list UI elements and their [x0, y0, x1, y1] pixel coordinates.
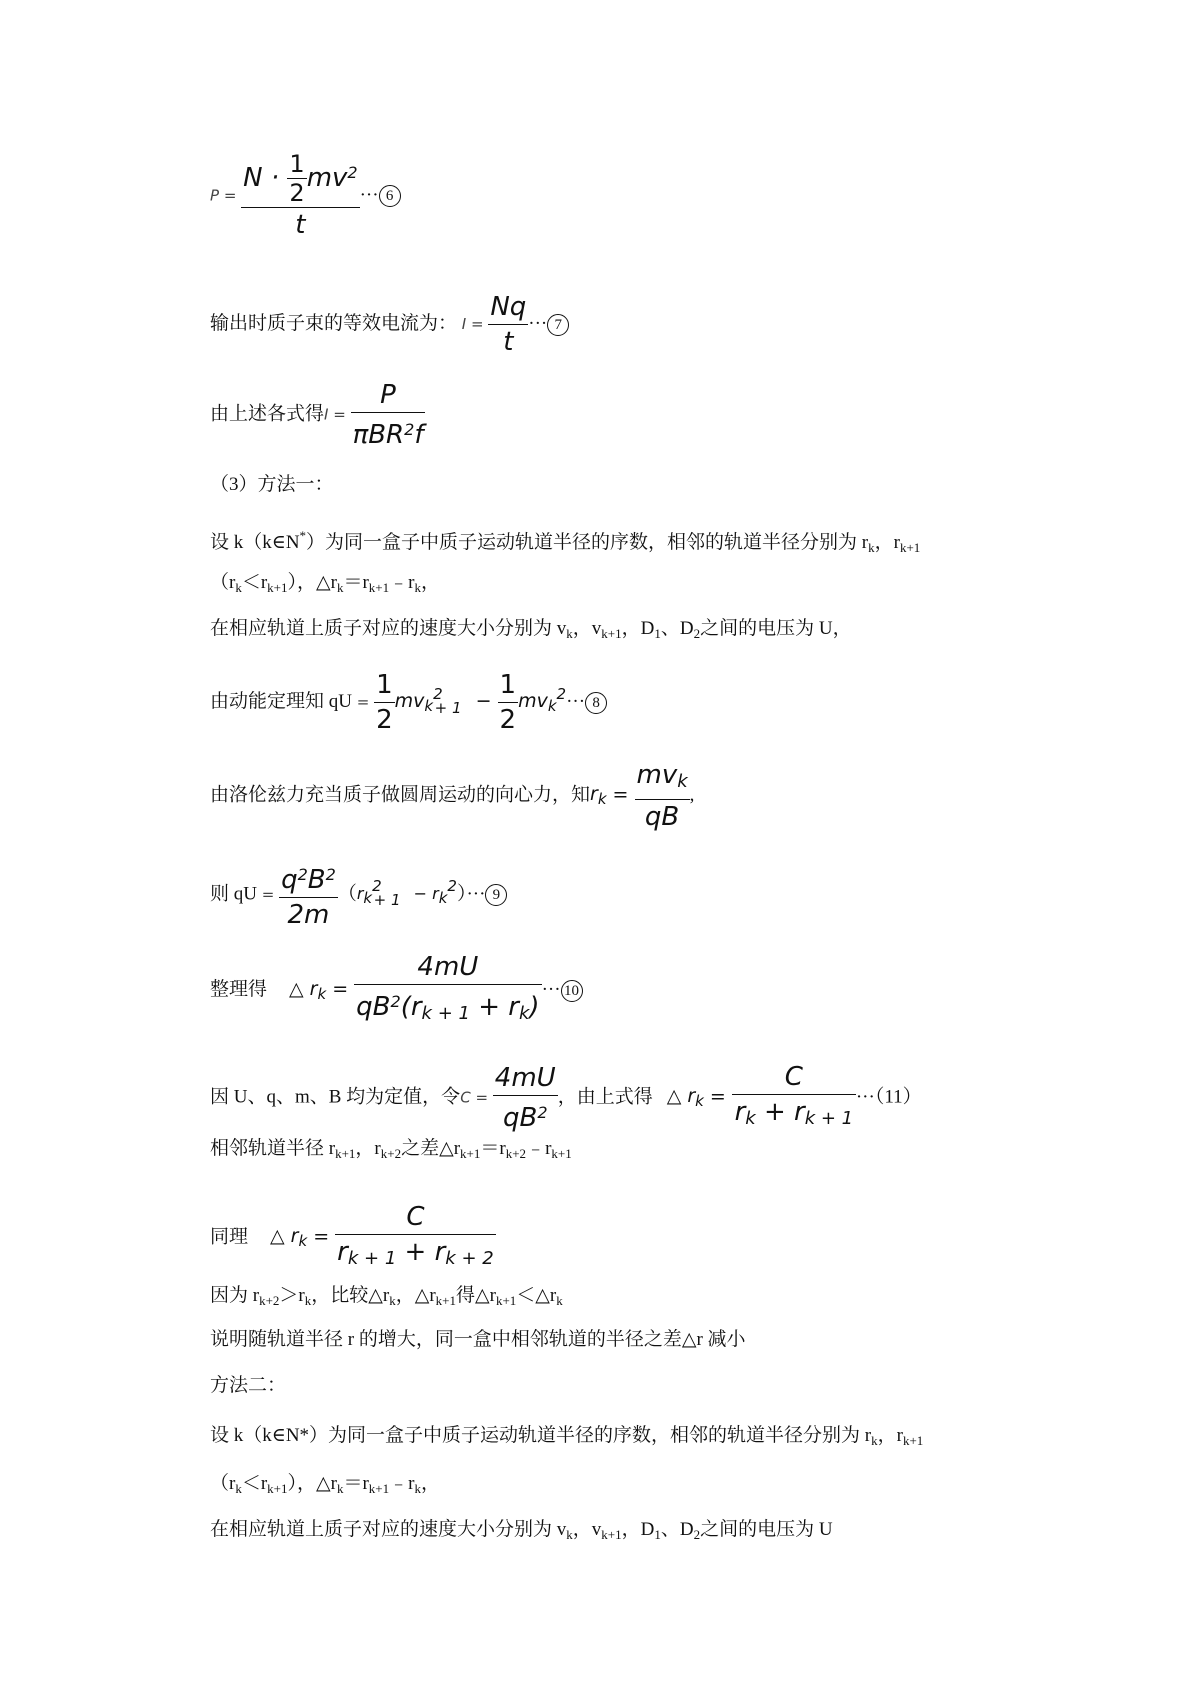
fraction-power: N · $\frac{1}{2}$ $mv^2$ t [243, 150, 358, 240]
text-line: 设 k（k∈N*）为同一盒子中质子运动轨道半径的序数，相邻的轨道半径分别为 $r_k$，$r_{k+1}$ [210, 1425, 924, 1448]
text-line: 设 k（k∈N*）为同一盒子中质子运动轨道半径的序数，相邻的轨道半径分别为 $r_k$，$r_{k+1}$ [210, 528, 921, 555]
text-line: 在相应轨道上质子对应的速度大小分别为 $v_k$，$v_{k+1}$，$D_1$、$D_2$之间的电压为 U [210, 1519, 833, 1542]
text-line: 因为 $r_{k+2}>r_k$，比较$\triangle r_k$，$\triangle r_{k+1}$得$\triangle r_{k+1}<\triangle r_k$ [210, 1285, 563, 1308]
text-line: 同理 △ $r_k$ = $\frac{C}{r_{k + 1} + r_{k + 2}}$ [210, 1202, 494, 1269]
formula-power: P = N · $\frac{1}{2}$ $mv^2$ t ··· 6 [210, 150, 401, 242]
text-line: 由动能定理知 qU = $\frac{1}{2}$ $mv_k^2_{+ 1}$ − $\frac{1}{2}$ $mv_k^2\cdot\cdot\cdot 8$ [210, 668, 607, 737]
text-line: （3）方法一： [210, 474, 334, 495]
text-line: 输出时质子束的等效电流为： I = $\frac{Nq}{t}$ ··· 7 [210, 290, 569, 359]
text-line: $(r_k<r_{k+1})$，$\triangle r_k=r_{k+1}﹣r_k$， [210, 1473, 440, 1496]
text-line: 则 qU = $\frac{q^2B^2}{2m}$ $(r_k2+ 1 - r_k^2)\cdot\cdot\cdot 9$ [210, 858, 507, 932]
fraction-result: $\frac{P}{\pi BR^2f}$ [352, 380, 424, 450]
text-line: 说明随轨道半径 r 的增大，同一盒中相邻轨道的半径之差△r 减小 [210, 1329, 746, 1350]
text-line: 相邻轨道半径 $r_{k+1}$，$r_{k+2}$之差$\triangle r_{k+1}=r_{k+2}﹣r_{k+1}$ [210, 1138, 572, 1161]
text-line: 在相应轨道上质子对应的速度大小分别为 $v_k$，$v_{k+1}$，$D_1$、$D_2$之间的电压为 U， [210, 618, 852, 641]
circled-number: 9 [485, 884, 507, 906]
text-line: 整理得 △ $r_k$ = $\frac{4mU}{qB^2(r_{k + 1} + r_k)}$ ··· 10 [210, 950, 583, 1031]
circled-number: 8 [585, 692, 607, 714]
circled-number: 10 [561, 980, 583, 1002]
text-line: 由上述各式得I = $\frac{P}{\pi BR^2f}$ [210, 380, 424, 450]
text-line: 方法二： [210, 1375, 287, 1396]
fraction-current: $\frac{Nq}{t}$ [490, 292, 527, 357]
text-line: 因 U、q、m、B 均为定值，令C = $\frac{4mU}{qB^2}$ ，由上式得 △ $r_k$ = $\frac{C}{r_k + r_{k + 1}}$ ···（11） [210, 1062, 922, 1133]
circled-number: 6 [379, 185, 401, 207]
text-line: $(r_k<r_{k+1})$，$\triangle r_k=r_{k+1}﹣r_k$， [210, 572, 440, 595]
text-line: 由洛伦兹力充当质子做圆周运动的向心力，知$r_k$ = $\frac{mv_k}{qB}$ , [210, 760, 695, 832]
circled-number: 7 [547, 314, 569, 336]
